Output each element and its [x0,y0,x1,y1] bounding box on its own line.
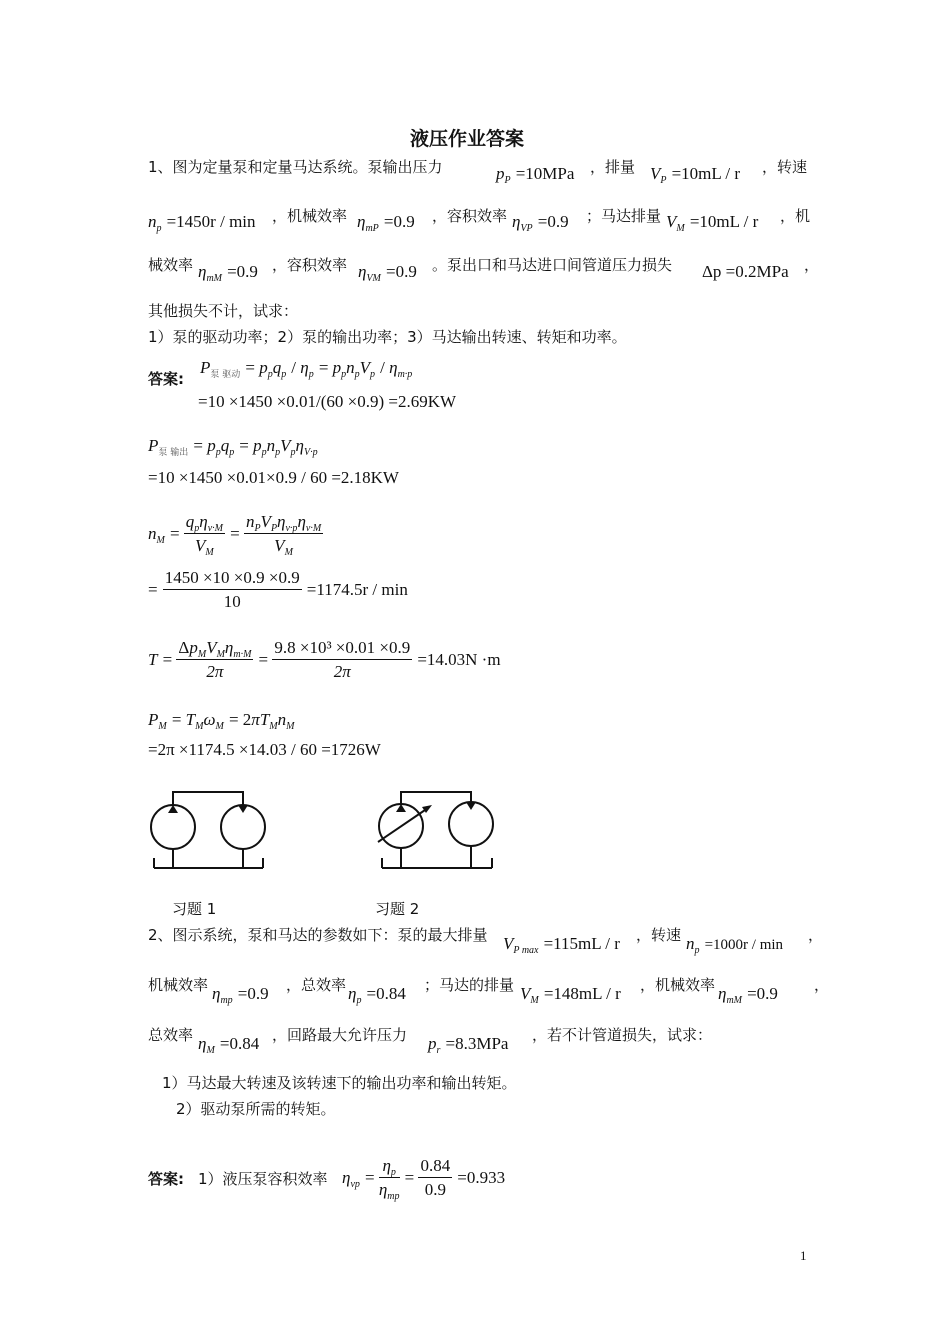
q1-text-line2c: ；马达排量 [586,207,662,225]
q1-text-line1c: ，转速 [762,158,808,176]
q1-frac-e-num: 9.8 ×10³ ×0.01 ×0.9 [272,638,412,660]
page-number: 1 [800,1248,807,1263]
q2-formula-pr: $p_r =8.3MPa$ [428,1034,509,1056]
q1-frac-b: $\frac{n_PV_P\eta_{v\cdot p}\eta_{v\cdot M}}{V_M}$ [245,512,322,558]
q2-text-line1a: 2、图示系统，泵和马达的参数如下：泵的最大排量 [148,926,488,944]
q1-dp-value: Δp =0.2MPa [702,262,789,281]
q1-formula-etavp: $\eta_{VP} =0.9$ [512,212,569,234]
motor-arrow-icon-2 [466,802,476,810]
q1-pp-value: =10MPa [515,164,575,183]
q2-vm-value: =148mL / r [543,984,621,1003]
q1-torque-result: =14.03N ·m [417,650,501,669]
q1-sub-output: 泵 输出 [158,448,189,458]
q2-np-value: =1000r / min [704,937,784,953]
q1-text-line2b: ，容积效率 [432,207,508,225]
q1-eq-drive-power-line2: =10 ×1450 ×0.01/(60 ×0.9) =2.69KW [198,392,457,411]
figure-1-diagram [140,780,280,880]
q2-etap-value: =0.84 [366,984,406,1003]
q2-text-line2e: ， [814,976,830,994]
page-title: 液压作业答案 [410,128,525,150]
q1-text-line5: 1）泵的驱动功率；2）泵的输出功率；3）马达输出转速、转矩和功率。 [148,328,627,346]
q1-text-line3d: ， [804,256,820,274]
q2-vpmax-value: =115mL / r [543,934,620,953]
q1-eq-motor-speed-line2: = $\frac{1450 \times 10 \times 0.9 \times 0.9}{10}$ =1174.5r / min [148,568,408,611]
q1-formula-vp: $V_P =10mL / r$ [650,164,741,186]
q1-frac-c-num: 1450 ×10 ×0.9 ×0.9 [163,568,302,590]
q1-eq-motor-power-line1: $P_M = T_M\omega_M = 2\pi T_Mn_M$ [148,710,295,732]
q2-text-line3c: ，若不计管道损失，试求： [532,1026,713,1044]
q1-text-line3a: 械效率 [148,256,194,274]
q2-frac-b-num: 0.84 [418,1156,452,1178]
q2-frac-a: $\frac{\eta_p}{\eta_{mp}}$ [378,1156,400,1202]
q1-answer-label: 答案: [148,370,184,388]
q2-formula-etap: $\eta_p =0.84$ [348,984,406,1006]
q1-eq-output-power-line1: $P_{泵 输出} = p_pq_p = p_pn_pV_p\eta_{V\cdot p}$ [148,436,318,458]
q1-eq-drive-power-line1: $P_{泵 驱动} = p_pq_p / \eta_p = p_pn_pV_p / \eta_{m\cdot p}$ [200,358,413,380]
q2-formula-vm: $V_M =148mL / r$ [520,984,621,1006]
q1-text-line3b: ，容积效率 [272,256,348,274]
figure-1-caption: 习题 1 [172,900,217,918]
q2-eq-volumetric-eff: $\eta_{vp}$ = $\frac{\eta_p}{\eta_{mp}}$ = $\frac{0.84}{0.9}$ =0.933 [342,1156,506,1202]
q1-text-line4: 其他损失不计，试求： [148,302,299,320]
q1-sub-drive: 泵 驱动 [210,370,241,380]
q2-formula-etamp: $\eta_{mp} =0.9$ [212,984,269,1006]
q2-formula-np: $n_p =1000r / \min$ [686,934,784,956]
figure-2-diagram [368,776,508,880]
q1-frac-d: $\frac{\Delta p_MV_M\eta_{m\cdot M}}{2\pi}$ [178,638,252,681]
q1-etamm-value: =0.9 [227,262,258,281]
q1-eq-motor-power-line2: =2π ×1174.5 ×14.03 / 60 =1726W [148,740,381,759]
q1-eq-torque: T = $\frac{\Delta p_MV_M\eta_{m\cdot M}}{2\pi}$ = $\frac{\text{9.8 ×10³ ×0.01 ×0.9}}{2\pi}$ =14.03N ·m [148,638,501,681]
q2-item-2: 2）驱动泵所需的转矩。 [176,1100,336,1118]
q2-text-line1c: ， [808,926,824,944]
q2-text-line2c: ；马达的排量 [424,976,515,994]
q2-frac-b-den: 0.9 [424,1180,446,1199]
q2-formula-etamm: $\eta_{mM} =0.9$ [718,984,778,1006]
q2-etamp-value: =0.9 [237,984,269,1003]
q2-item-1: 1）马达最大转速及该转速下的输出功率和输出转矩。 [162,1074,517,1092]
q1-motor-speed-result: =1174.5r / min [306,580,408,599]
q2-formula-etam: $\eta_M =0.84$ [198,1034,260,1056]
q1-frac-a: $\frac{q_p\eta_{v\cdot M}}{V_M}$ [185,512,223,558]
motor-arrow-icon [238,805,248,813]
q1-vm-value: =10mL / r [689,212,759,231]
q2-result: =0.933 [457,1168,506,1187]
q1-vp-value: =10mL / r [671,164,741,183]
q1-frac-c-den: 10 [223,592,241,611]
q1-text-line3c: 。泵出口和马达进口间管道压力损失 [432,256,673,274]
q1-formula-etamp: $\eta_{mP} =0.9$ [357,212,415,234]
q1-etavm-value: =0.9 [385,262,417,281]
q1-formula-etavm: $\eta_{VM} =0.9$ [358,262,417,284]
q1-eq-motor-speed-line1: $n_M$ = $\frac{q_p\eta_{v\cdot M}}{V_M}$ = $\frac{n_PV_P\eta_{v\cdot p}\eta_{v\cdot M}}{V_M}$ [148,512,322,558]
q1-text-line2d: ，机 [780,207,811,225]
q1-eq-output-power-line2: =10 ×1450 ×0.01×0.9 / 60 =2.18KW [148,468,399,487]
q2-text-line2d: ，机械效率 [640,976,716,994]
q2-formula-vpmax: $V_{P max} =115mL / r$ [503,934,620,956]
q2-text-line3a: 总效率 [148,1026,194,1044]
figure-2-caption: 习题 2 [375,900,420,918]
q1-formula-vm: $V_M =10mL / r$ [666,212,759,234]
q1-np-value: =1450r / min [166,212,256,231]
q2-frac-b [418,1156,452,1200]
q2-etam-value: =0.84 [219,1034,260,1053]
q2-text-line2b: ，总效率 [286,976,347,994]
q1-etavp-value: =0.9 [537,212,569,231]
q1-frac-e [272,638,412,682]
q2-text-line1b: ，转速 [636,926,682,944]
q2-text-line2a: 机械效率 [148,976,209,994]
q1-text-line1a: 1、图为定量泵和定量马达系统。泵输出压力 [148,158,443,176]
q2-answer-label: 答案: [148,1170,184,1188]
q1-formula-pp: $p_P =10MPa$ [496,164,575,186]
q1-frac-c [163,568,302,612]
q2-answer-text: 1）液压泵容积效率 [198,1170,328,1188]
q1-text-line1b: ，排量 [590,158,636,176]
q1-frac-e-den: 2π [333,662,351,681]
q1-formula-etamm: $\eta_{mM} =0.9$ [198,262,258,284]
q1-etamp-value: =0.9 [383,212,415,231]
q2-text-line3b: ，回路最大允许压力 [272,1026,408,1044]
q1-formula-np: $n_p =1450r / \min$ [148,212,256,234]
q2-pr-value: =8.3MPa [445,1034,509,1053]
q1-text-line2a: ，机械效率 [272,207,348,225]
q2-etamm-value: =0.9 [747,984,778,1003]
